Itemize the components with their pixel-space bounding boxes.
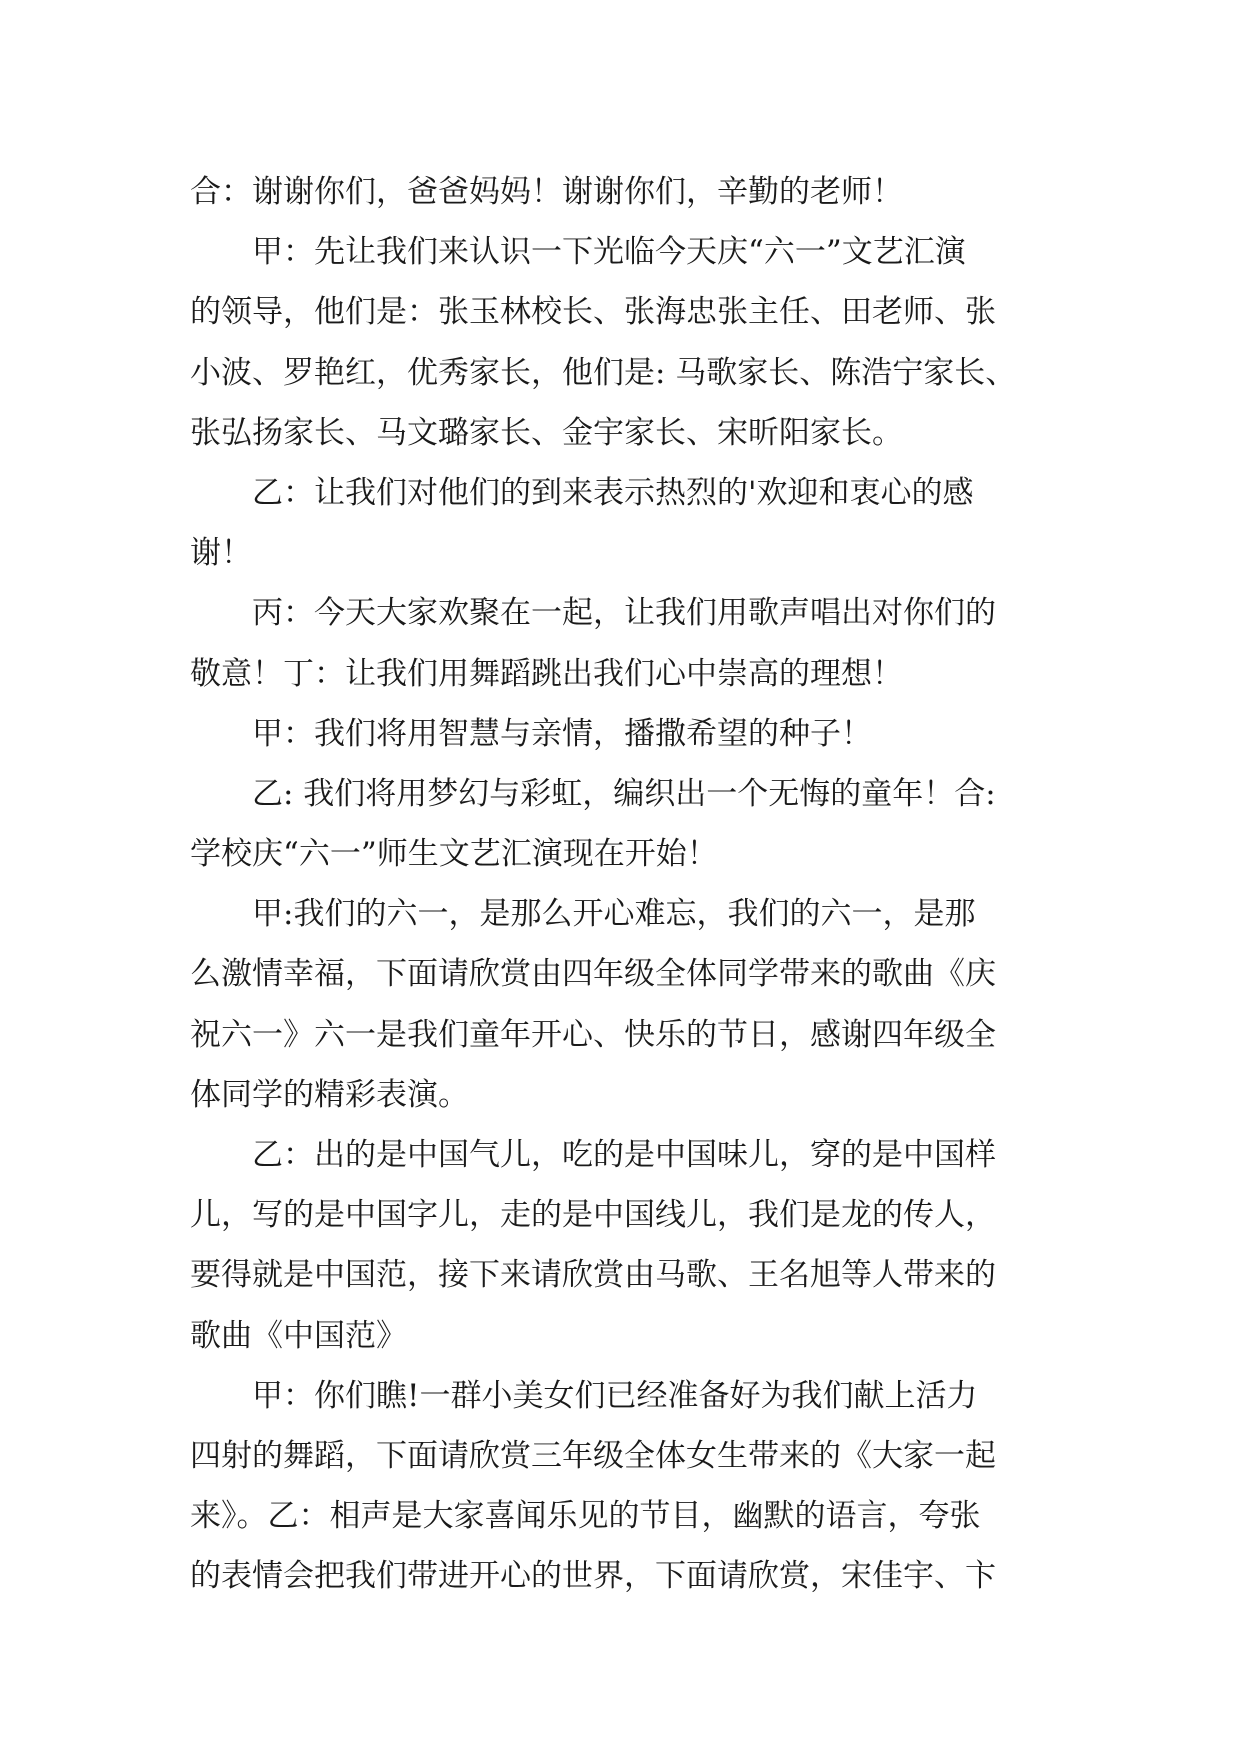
text-line: 小波、罗艳红，优秀家长，他们是: 马歌家长、陈浩宁家长、: [190, 354, 1017, 391]
document-body: [190, 162, 1052, 1607]
text-line: 的表情会把我们带进开心的世界，下面请欣赏，宋佳宇、卞: [190, 1558, 996, 1595]
text-line: 来》。乙：相声是大家喜闻乐见的节目，幽默的语言，夸张: [190, 1498, 981, 1535]
text-line: 乙: 我们将用梦幻与彩虹，编织出一个无悔的童年！合:: [252, 775, 996, 812]
text-line: 儿，写的是中国字儿，走的是中国线儿，我们是龙的传人，: [190, 1197, 996, 1234]
text-line: 的领导，他们是：张玉林校长、张海忠张主任、田老师、张: [190, 294, 996, 331]
text-line: 甲：先让我们来认识一下光临今天庆“六一”文艺汇演: [252, 234, 966, 271]
text-line: 甲：我们将用智慧与亲情，播撒希望的种子！: [252, 715, 872, 752]
text-line: 张弘扬家长、马文璐家长、金宇家长、宋昕阳家长。: [190, 414, 903, 451]
text-line: 合：谢谢你们，爸爸妈妈！谢谢你们，辛勤的老师！: [190, 174, 903, 210]
text-line: 甲：你们瞧!一群小美女们已经准备好为我们献上活力: [252, 1377, 978, 1414]
text-line: 丙：今天大家欢聚在一起，让我们用歌声唱出对你们的: [252, 595, 996, 632]
text-line: 体同学的精彩表演。: [190, 1076, 469, 1113]
text-line: 要得就是中国范，接下来请欣赏由马歌、王名旭等人带来的: [190, 1257, 996, 1294]
text-line: 甲:我们的六一，是那么开心难忘，我们的六一，是那: [252, 896, 976, 933]
text-line: 学校庆“六一”师生文艺汇演现在开始！: [190, 836, 718, 873]
text-line: 谢！: [190, 535, 252, 572]
text-line: 么激情幸福，下面请欣赏由四年级全体同学带来的歌曲《庆: [190, 956, 996, 993]
text-line: 四射的舞蹈，下面请欣赏三年级全体女生带来的《大家一起: [190, 1437, 996, 1474]
text-line: 乙：出的是中国气儿，吃的是中国味儿，穿的是中国样: [252, 1137, 996, 1173]
text-line: 乙：让我们对他们的到来表示热烈的'欢迎和衷心的感: [252, 474, 974, 511]
text-line: 歌曲《中国范》: [190, 1317, 407, 1354]
text-line: 敬意！丁：让我们用舞蹈跳出我们心中崇高的理想！: [190, 655, 903, 692]
text-line: 祝六一》六一是我们童年开心、快乐的节日，感谢四年级全: [190, 1016, 996, 1053]
